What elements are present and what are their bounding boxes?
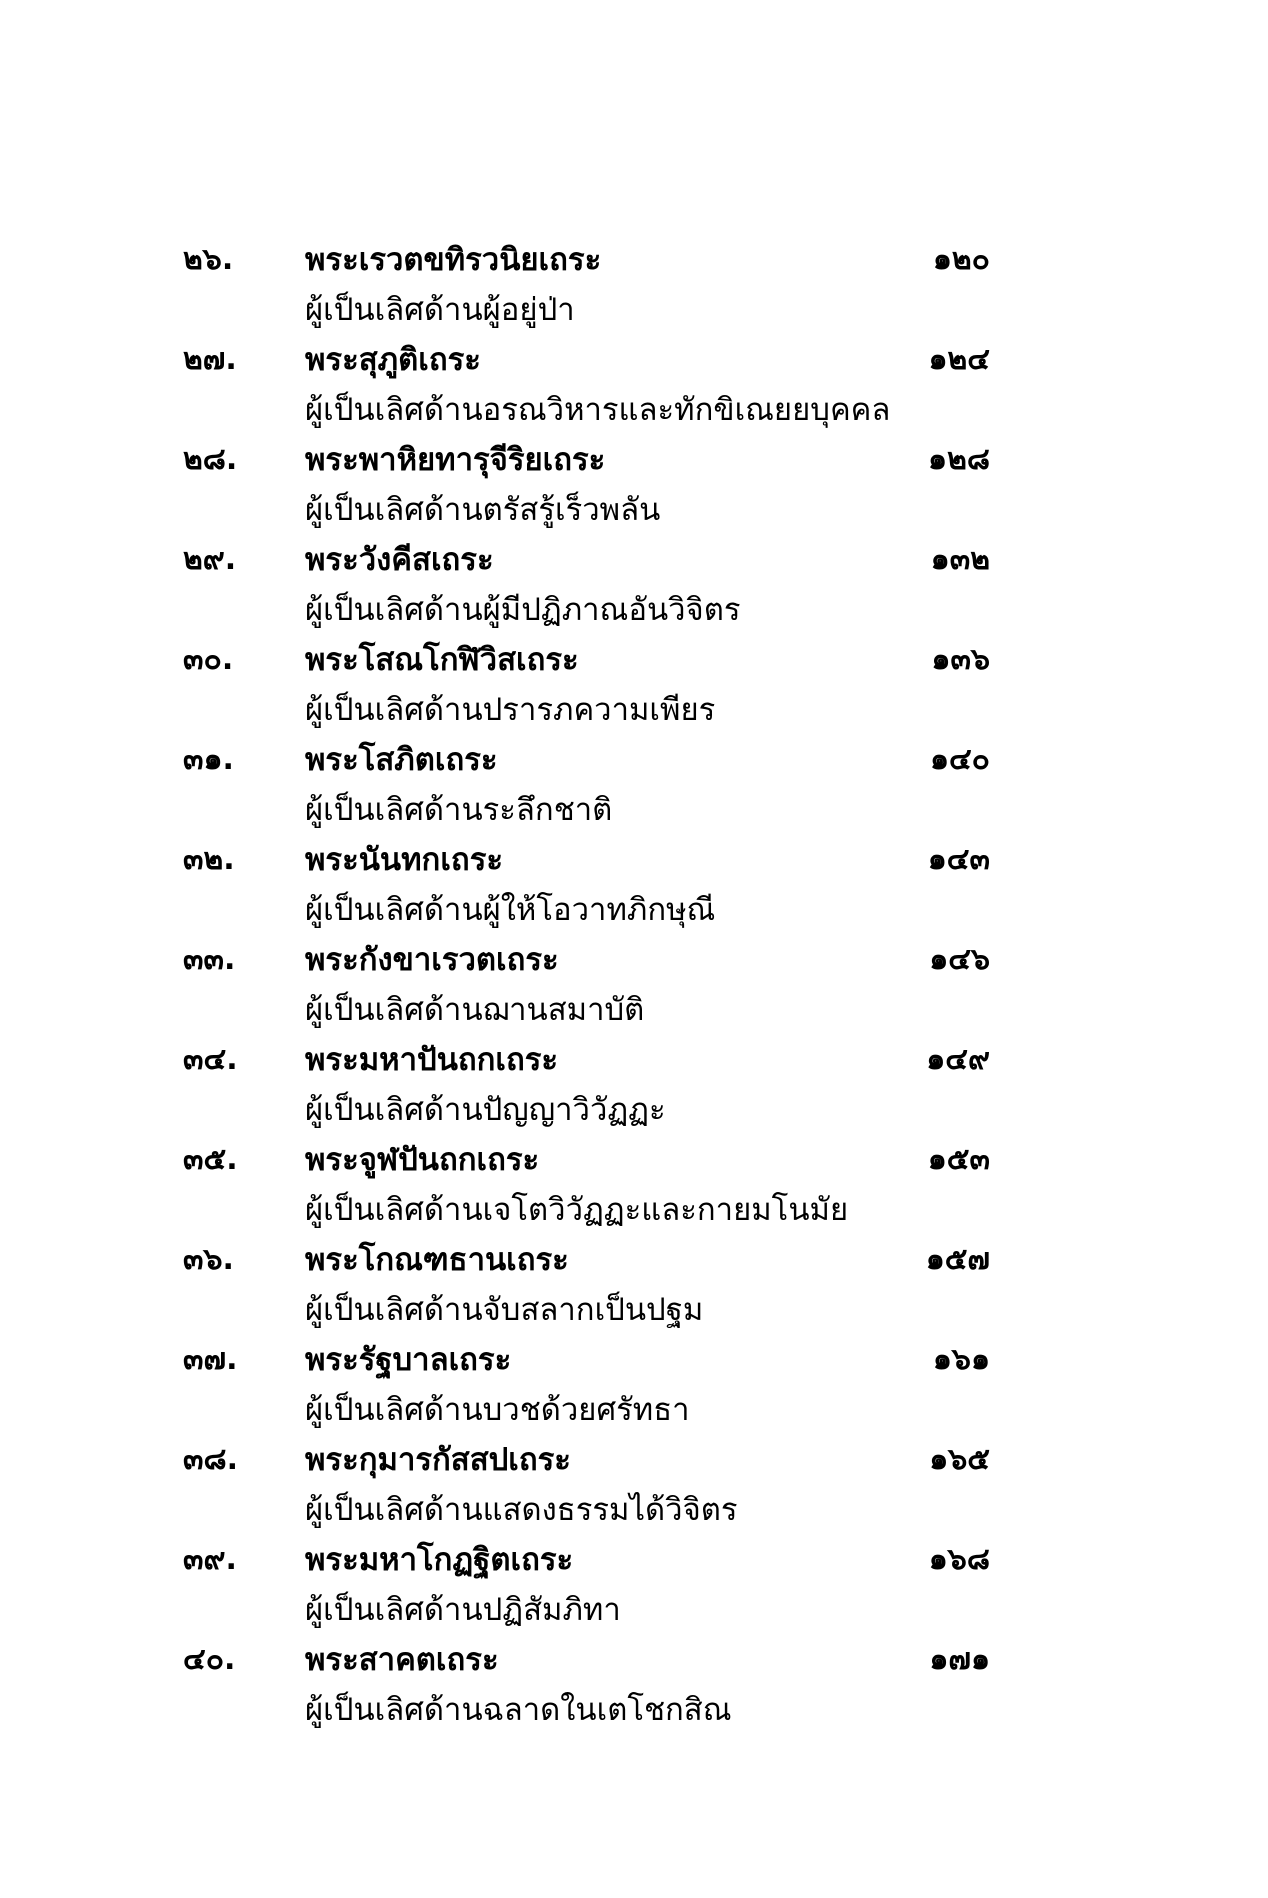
entry-description: ผู้เป็นเลิศด้านระลึกชาติ [305,792,613,828]
entry-number: ๓๗. [183,1342,238,1377]
toc-entry [0,936,1268,1036]
entry-title: พระจูฬปันถกเถระ [305,1142,540,1178]
entry-number: ๓๒. [183,842,235,877]
entry-number: ๓๐. [183,642,234,677]
toc-entry [0,1136,1268,1236]
entry-description: ผู้เป็นเลิศด้านปัญญาวิวัฏฏะ [305,1092,666,1128]
entry-page-number: ๑๕๓ [927,1142,990,1177]
entry-title: พระวังคีสเถระ [305,542,494,578]
entry-page-number: ๑๒๐ [932,242,990,277]
entry-page-number: ๑๕๗ [925,1242,990,1277]
entry-title: พระพาหิยทารุจีริยเถระ [305,442,606,478]
entry-description: ผู้เป็นเลิศด้านผู้มีปฏิภาณอันวิจิตร [305,592,741,628]
entry-number: ๓๑. [183,742,234,777]
entry-description: ผู้เป็นเลิศด้านฌานสมาบัติ [305,992,645,1028]
entry-page-number: ๑๔๓ [927,842,990,877]
entry-number: ๒๖. [183,242,234,277]
toc-entry [0,636,1268,736]
toc-entry [0,336,1268,436]
entry-number: ๓๘. [183,1442,239,1477]
entry-description: ผู้เป็นเลิศด้านจับสลากเป็นปฐม [305,1292,704,1328]
entry-number: ๔๐. [183,1642,236,1677]
entry-title: พระมหาปันถกเถระ [305,1042,559,1078]
entry-number: ๒๗. [183,342,237,377]
toc-entry [0,1336,1268,1436]
entry-description: ผู้เป็นเลิศด้านผู้อยู่ป่า [305,292,575,328]
entry-description: ผู้เป็นเลิศด้านบวชด้วยศรัทธา [305,1392,690,1428]
entry-description: ผู้เป็นเลิศด้านเจโตวิวัฏฏะและกายมโนมัย [305,1192,849,1228]
entry-title: พระสุภูติเถระ [305,342,481,378]
entry-number: ๓๕. [183,1142,238,1177]
toc-entry [0,836,1268,936]
entry-title: พระกังขาเรวตเถระ [305,942,559,978]
toc-entry [0,236,1268,336]
entry-page-number: ๑๗๑ [929,1642,990,1677]
entry-title: พระรัฐบาลเถระ [305,1342,512,1378]
toc-entry [0,1536,1268,1636]
toc-entry [0,1036,1268,1136]
entry-title: พระมหาโกฏฐิตเถระ [305,1542,574,1578]
entry-page-number: ๑๔๙ [926,1042,990,1077]
entry-title: พระนันทกเถระ [305,842,503,878]
entry-number: ๓๔. [183,1042,238,1077]
entry-description: ผู้เป็นเลิศด้านตรัสรู้เร็วพลัน [305,492,661,528]
toc-entry [0,1636,1268,1736]
entry-description: ผู้เป็นเลิศด้านแสดงธรรมได้วิจิตร [305,1492,738,1528]
toc-entry [0,536,1268,636]
toc-entry [0,736,1268,836]
entry-description: ผู้เป็นเลิศด้านฉลาดในเตโชกสิณ [305,1692,732,1728]
entry-page-number: ๑๖๘ [928,1542,990,1577]
entry-description: ผู้เป็นเลิศด้านผู้ให้โอวาทภิกษุณี [305,892,716,928]
entry-number: ๓๓. [183,942,236,977]
entry-title: พระสาคตเถระ [305,1642,499,1678]
entry-description: ผู้เป็นเลิศด้านปรารภความเพียร [305,692,716,728]
entry-page-number: ๑๓๖ [931,642,990,677]
entry-number: ๓๖. [183,1242,234,1277]
toc-entry [0,1436,1268,1536]
entry-page-number: ๑๖๑ [932,1342,990,1377]
entry-number: ๒๘. [183,442,238,477]
table-of-contents [0,236,1268,1736]
entry-page-number: ๑๖๕ [929,1442,990,1477]
entry-page-number: ๑๓๒ [930,542,990,577]
entry-number: ๓๙. [183,1542,237,1577]
entry-page-number: ๑๒๘ [928,442,990,477]
entry-page-number: ๑๔๐ [929,742,990,777]
toc-entry [0,436,1268,536]
entry-description: ผู้เป็นเลิศด้านปฏิสัมภิทา [305,1592,621,1628]
entry-title: พระกุมารกัสสปเถระ [305,1442,571,1478]
entry-page-number: ๑๔๖ [929,942,990,977]
entry-title: พระโสณโกฬิวิสเถระ [305,642,579,678]
toc-entry [0,1236,1268,1336]
entry-page-number: ๑๒๔ [928,342,990,377]
entry-number: ๒๙. [183,542,237,577]
entry-title: พระโสภิตเถระ [305,742,498,778]
entry-title: พระเรวตขทิรวนิยเถระ [305,242,602,278]
entry-description: ผู้เป็นเลิศด้านอรณวิหารและทักขิเณยยบุคคล [305,392,891,428]
entry-title: พระโกณฑธานเถระ [305,1242,569,1278]
